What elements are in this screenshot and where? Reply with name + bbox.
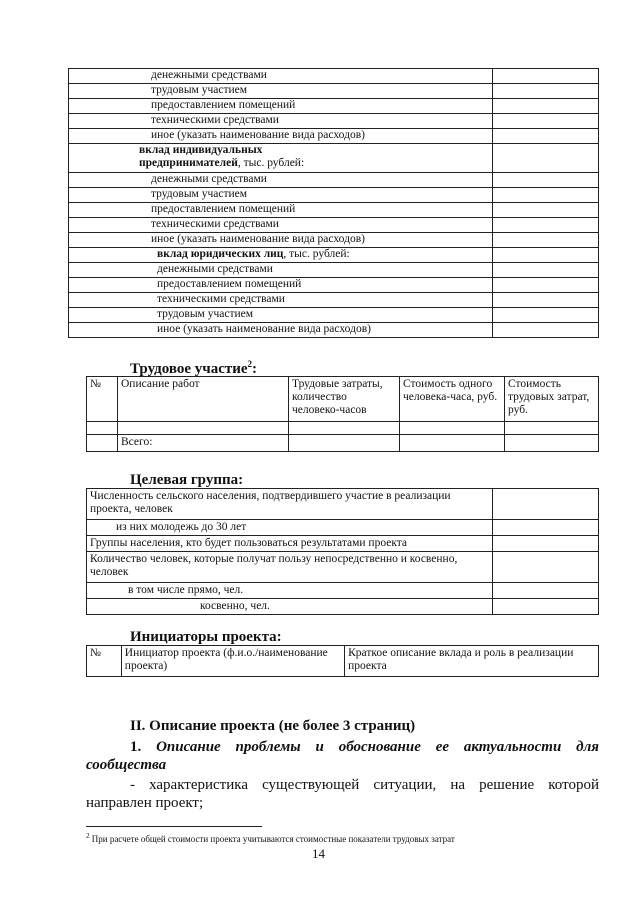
initiators-header-name: Инициатор проекта (ф.и.о./наименование проекта) xyxy=(121,646,344,677)
expense-row: предоставлением помещений xyxy=(151,99,296,111)
labor-heading-text: Трудовое участие xyxy=(130,361,248,377)
individuals-heading-bold: предпринимателей xyxy=(139,157,238,169)
initiators-heading: Инициаторы проекта: xyxy=(130,629,282,645)
expense-value-cell xyxy=(493,114,599,129)
target-value-cell xyxy=(492,489,598,520)
labor-header-hour-cost: Стоимость одного человека-часа, руб. xyxy=(400,377,505,422)
subsection-number: 1. xyxy=(130,739,142,755)
expense-row: предоставлением помещений xyxy=(151,203,296,215)
footnote-separator xyxy=(86,826,262,827)
expense-value-cell xyxy=(493,144,599,173)
labor-cell xyxy=(400,435,505,452)
expense-row: техническими средствами xyxy=(157,293,285,305)
target-row: Группы населения, кто будет пользоваться результатами проекта xyxy=(87,536,493,552)
expense-row: трудовым участием xyxy=(157,308,254,320)
labor-cell xyxy=(505,422,599,435)
expense-value-cell xyxy=(493,278,599,293)
expense-value-cell xyxy=(493,263,599,278)
expense-value-cell xyxy=(493,129,599,144)
expense-value-cell xyxy=(493,99,599,114)
expense-value-cell xyxy=(493,218,599,233)
labor-cell xyxy=(87,422,118,435)
target-row: из них молодежь до 30 лет xyxy=(116,521,247,533)
expense-row: предоставлением помещений xyxy=(157,278,302,290)
target-row: в том числе прямо, чел. xyxy=(128,584,244,596)
expense-row: денежными средствами xyxy=(157,263,273,275)
labor-heading-suffix: : xyxy=(252,361,258,377)
labor-header-total-cost: Стоимость трудовых затрат, руб. xyxy=(505,377,599,422)
initiators-header-number: № xyxy=(87,646,122,677)
target-group-table xyxy=(86,488,599,615)
target-value-cell xyxy=(492,520,598,536)
expense-row: денежными средствами xyxy=(151,69,267,81)
expense-value-cell xyxy=(493,248,599,263)
target-value-cell xyxy=(492,583,598,599)
expense-value-cell xyxy=(493,84,599,99)
expense-row: денежными средствами xyxy=(151,173,267,185)
expense-value-cell xyxy=(493,173,599,188)
labor-table xyxy=(86,376,599,452)
labor-header-number: № xyxy=(87,377,118,422)
footnote-mark: 2 xyxy=(86,832,90,840)
legal-heading xyxy=(69,248,492,261)
legal-heading-bold: вклад юридических лиц xyxy=(157,248,284,260)
target-value-cell xyxy=(492,536,598,552)
expense-row: трудовым участием xyxy=(151,188,248,200)
expense-row: иное (указать наименование вида расходов) xyxy=(151,233,365,245)
target-row: Количество человек, которые получат пользу непосредственно и косвенно, человек xyxy=(87,552,493,583)
target-row: косвенно, чел. xyxy=(200,600,270,612)
individuals-heading-rest: , тыс. рублей: xyxy=(237,157,305,169)
expense-breakdown-table xyxy=(68,68,599,338)
labor-cell xyxy=(118,422,289,435)
individuals-heading-line2 xyxy=(69,157,492,170)
labor-cell xyxy=(87,435,118,452)
expense-row: техническими средствами xyxy=(151,114,279,126)
initiators-table xyxy=(86,645,599,677)
target-value-cell xyxy=(492,552,598,583)
labor-cell xyxy=(400,422,505,435)
page-number: 14 xyxy=(312,846,325,861)
expense-value-cell xyxy=(493,293,599,308)
labor-cell xyxy=(289,422,400,435)
section-title: II. Описание проекта (не более 3 страниц) xyxy=(130,718,416,734)
expense-value-cell xyxy=(493,69,599,84)
expense-value-cell xyxy=(493,188,599,203)
expense-value-cell xyxy=(493,308,599,323)
bullet-text: - характеристика существующей ситуации, на решение которой направлен проект; xyxy=(86,777,599,811)
subsection-title-text: Описание проблемы и обоснование ее актуальности для сообщества xyxy=(86,739,599,773)
labor-total-label: Всего: xyxy=(118,435,289,452)
expense-row: иное (указать наименование вида расходов) xyxy=(157,323,371,335)
labor-header-description: Описание работ xyxy=(118,377,289,422)
expense-row: иное (указать наименование вида расходов) xyxy=(151,129,365,141)
expense-row: техническими средствами xyxy=(151,218,279,230)
labor-cell xyxy=(289,435,400,452)
initiators-header-contribution: Краткое описание вклада и роль в реализации проекта xyxy=(345,646,599,677)
target-group-heading: Целевая группа: xyxy=(130,472,244,488)
legal-heading-rest: , тыс. рублей: xyxy=(283,248,350,260)
labor-cell xyxy=(505,435,599,452)
footnote-text: При расчете общей стоимости проекта учитываются стоимостные показатели трудовых затрат xyxy=(91,834,455,844)
expense-value-cell xyxy=(493,233,599,248)
expense-value-cell xyxy=(493,203,599,218)
target-value-cell xyxy=(492,599,598,615)
labor-footnote-mark: 2 xyxy=(247,359,253,369)
subsection-title xyxy=(86,738,599,774)
expense-value-cell xyxy=(493,323,599,338)
expense-row: трудовым участием xyxy=(151,84,248,96)
labor-header-hours: Трудовые затраты, количество человеко-часов xyxy=(289,377,400,422)
individuals-heading-line1: вклад индивидуальных xyxy=(139,144,263,156)
footnote xyxy=(86,832,599,844)
target-row: Численность сельского населения, подтвердившего участие в реализации проекта, человек xyxy=(87,489,493,520)
